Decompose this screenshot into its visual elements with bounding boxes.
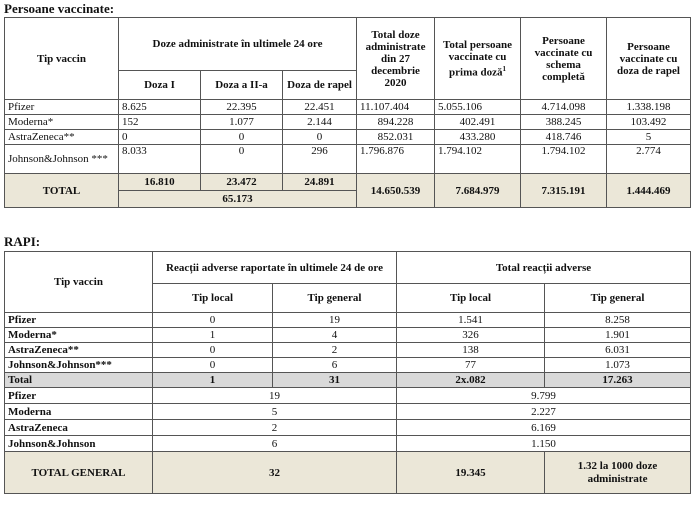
total-general-sum: 19.345: [397, 452, 545, 494]
cell-local-total: 77: [397, 358, 545, 373]
total-sum-24h: 65.173: [119, 191, 357, 208]
sum-row: [5, 436, 691, 452]
cell-prima: 402.491: [435, 115, 521, 130]
vaccinated-table: [4, 17, 691, 208]
rapi-total-row: [5, 373, 691, 388]
total-local-total: 2x.082: [397, 373, 545, 388]
total-general-total: 17.263: [545, 373, 691, 388]
total-doze: 14.650.539: [357, 174, 435, 208]
cell-sum-total: 1.150: [397, 436, 691, 452]
rapi-header-general-total: Tip general: [545, 284, 691, 313]
total-d1: 16.810: [119, 174, 201, 191]
cell-sum-24: 19: [153, 388, 397, 404]
vaccine-name: AstraZeneca: [5, 420, 153, 436]
vaccine-name: Moderna*: [5, 328, 153, 343]
header-schema-completa: Persoane vaccinate cu schema completă: [521, 18, 607, 100]
vaccine-name: Johnson&Johnson: [5, 436, 153, 452]
cell-schema: 418.746: [521, 130, 607, 145]
cell-general-24: 19: [273, 313, 397, 328]
cell-schema: 1.794.102: [521, 145, 607, 174]
total-general-label: TOTAL GENERAL: [5, 452, 153, 494]
cell-sum-total: 2.227: [397, 404, 691, 420]
cell-d1: 0: [119, 130, 201, 145]
rapi-header-local-total: Tip local: [397, 284, 545, 313]
rapi-table: [4, 251, 691, 494]
cell-local-total: 138: [397, 343, 545, 358]
table-row: [5, 145, 691, 174]
cell-d1: 152: [119, 115, 201, 130]
rapi-header-tip-vaccin: Tip vaccin: [5, 252, 153, 313]
cell-local-total: 1.541: [397, 313, 545, 328]
rapi-header-total: Total reacții adverse: [397, 252, 691, 284]
cell-d1: 8.625: [119, 100, 201, 115]
sum-row: [5, 404, 691, 420]
rapi-header-local-24: Tip local: [153, 284, 273, 313]
total-general-24: 31: [273, 373, 397, 388]
rapi-header-general-24: Tip general: [273, 284, 397, 313]
cell-general-total: 8.258: [545, 313, 691, 328]
cell-prima: 1.794.102: [435, 145, 521, 174]
vaccine-name: AstraZeneca**: [5, 130, 119, 145]
cell-d2: 0: [201, 130, 283, 145]
cell-sum-24: 6: [153, 436, 397, 452]
cell-general-total: 6.031: [545, 343, 691, 358]
header-doza-2: Doza a II-a: [201, 71, 283, 100]
total-prima: 7.684.979: [435, 174, 521, 208]
cell-general-total: 1.901: [545, 328, 691, 343]
table-row: [5, 358, 691, 373]
rapi-header-24h: Reacții adverse raportate în ultimele 24 de ore: [153, 252, 397, 284]
total-general-row: [5, 452, 691, 494]
cell-general-24: 2: [273, 343, 397, 358]
table-row: [5, 328, 691, 343]
cell-d2: 22.395: [201, 100, 283, 115]
cell-general-total: 1.073: [545, 358, 691, 373]
cell-local-24: 0: [153, 313, 273, 328]
cell-dr: 2.144: [283, 115, 357, 130]
vaccine-name: Pfizer: [5, 100, 119, 115]
total-dr: 24.891: [283, 174, 357, 191]
cell-local-24: 0: [153, 358, 273, 373]
cell-local-total: 326: [397, 328, 545, 343]
cell-sum-24: 2: [153, 420, 397, 436]
sum-row: [5, 388, 691, 404]
cell-rapel: 103.492: [607, 115, 691, 130]
vaccine-name: Moderna*: [5, 115, 119, 130]
header-doza-1: Doza I: [119, 71, 201, 100]
cell-dr: 22.451: [283, 100, 357, 115]
cell-local-24: 1: [153, 328, 273, 343]
total-d2: 23.472: [201, 174, 283, 191]
header-total-doze: Total doze administrate din 27 decembrie 2020: [357, 18, 435, 100]
table-row: [5, 115, 691, 130]
sum-row: [5, 420, 691, 436]
cell-total: 11.107.404: [357, 100, 435, 115]
table-row: [5, 100, 691, 115]
cell-schema: 388.245: [521, 115, 607, 130]
cell-dr: 0: [283, 130, 357, 145]
cell-d2: 1.077: [201, 115, 283, 130]
cell-sum-total: 6.169: [397, 420, 691, 436]
total-row: [5, 174, 691, 191]
total-schema: 7.315.191: [521, 174, 607, 208]
vaccine-name: Pfizer: [5, 313, 153, 328]
header-doza-rapel: Persoane vaccinate cu doza de rapel: [607, 18, 691, 100]
cell-local-24: 0: [153, 343, 273, 358]
cell-prima: 5.055.106: [435, 100, 521, 115]
cell-sum-total: 9.799: [397, 388, 691, 404]
cell-schema: 4.714.098: [521, 100, 607, 115]
cell-prima: 433.280: [435, 130, 521, 145]
cell-general-24: 4: [273, 328, 397, 343]
cell-total: 1.796.876: [357, 145, 435, 174]
total-general-24: 32: [153, 452, 397, 494]
total-label: TOTAL: [5, 174, 119, 208]
rapi-total-label: Total: [5, 373, 153, 388]
vaccinated-title: Persoane vaccinate:: [4, 1, 115, 16]
vaccine-name: Pfizer: [5, 388, 153, 404]
total-general-rate: 1.32 la 1000 doze administrate: [545, 452, 691, 494]
vaccine-name: Moderna: [5, 404, 153, 420]
cell-dr: 296: [283, 145, 357, 174]
table-row: [5, 313, 691, 328]
cell-d1: 8.033: [119, 145, 201, 174]
total-local-24: 1: [153, 373, 273, 388]
cell-rapel: 1.338.198: [607, 100, 691, 115]
vaccine-name: Johnson&Johnson***: [5, 358, 153, 373]
header-doze-24h: Doze administrate în ultimele 24 ore: [119, 18, 357, 71]
total-rapel: 1.444.469: [607, 174, 691, 208]
header-tip-vaccin: Tip vaccin: [5, 18, 119, 100]
cell-rapel: 5: [607, 130, 691, 145]
vaccine-name: Johnson&Johnson ***: [5, 145, 119, 174]
cell-d2: 0: [201, 145, 283, 174]
cell-general-24: 6: [273, 358, 397, 373]
header-doza-rapel-24: Doza de rapel: [283, 71, 357, 100]
cell-rapel: 2.774: [607, 145, 691, 174]
vaccine-name: AstraZeneca**: [5, 343, 153, 358]
cell-total: 894.228: [357, 115, 435, 130]
header-total-prima-doza: Total persoane vaccinate cu prima doză$^1$: [435, 18, 521, 100]
table-row: [5, 130, 691, 145]
cell-total: 852.031: [357, 130, 435, 145]
rapi-title: RAPI:: [4, 234, 41, 249]
cell-sum-24: 5: [153, 404, 397, 420]
table-row: [5, 343, 691, 358]
